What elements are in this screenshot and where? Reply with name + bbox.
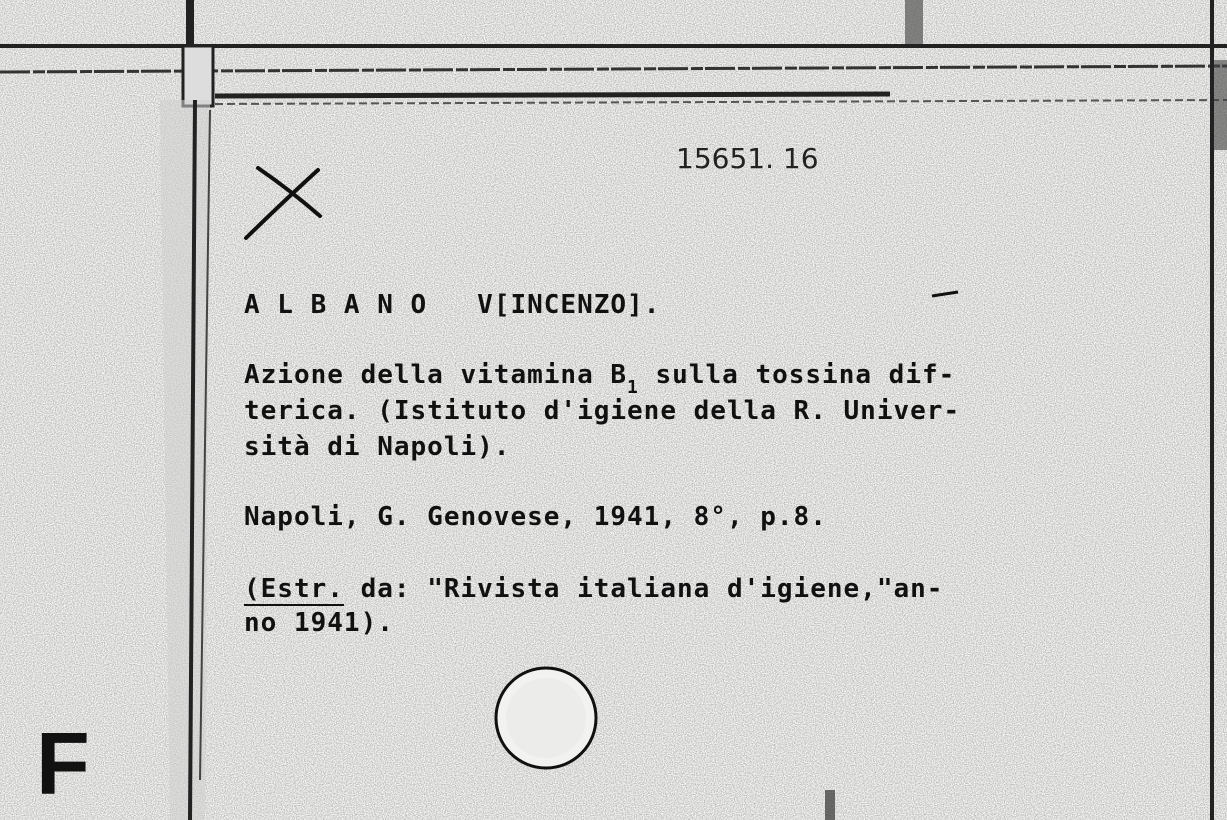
vitamin-subscript: 1 xyxy=(627,377,639,398)
author-bracket: [ xyxy=(493,290,511,320)
title-line-1: Azione della vitamina $B_1$ sulla tossina dif- xyxy=(244,360,956,398)
author-given-rest: INCENZO]. xyxy=(510,290,661,320)
author-surname: A L B A N O xyxy=(244,290,428,320)
note-abbrev: (Estr. xyxy=(244,574,344,604)
call-number: 15651. 16 xyxy=(676,142,819,175)
marginal-letter: F xyxy=(36,714,90,813)
title-line-3: sità di Napoli). xyxy=(244,432,511,462)
author-heading xyxy=(244,290,660,320)
note-line-2: no 1941). xyxy=(244,608,394,638)
imprint-line: Napoli, G. Genovese, 1941, 8°, p.8. xyxy=(244,502,827,532)
title-line-2: terica. (Istituto d'igiene della R. Univer- xyxy=(244,396,961,426)
author-given-initial: V xyxy=(477,290,494,320)
note-line-1: (Estr. da: "Rivista italiana d'igiene,"an- xyxy=(244,574,944,604)
